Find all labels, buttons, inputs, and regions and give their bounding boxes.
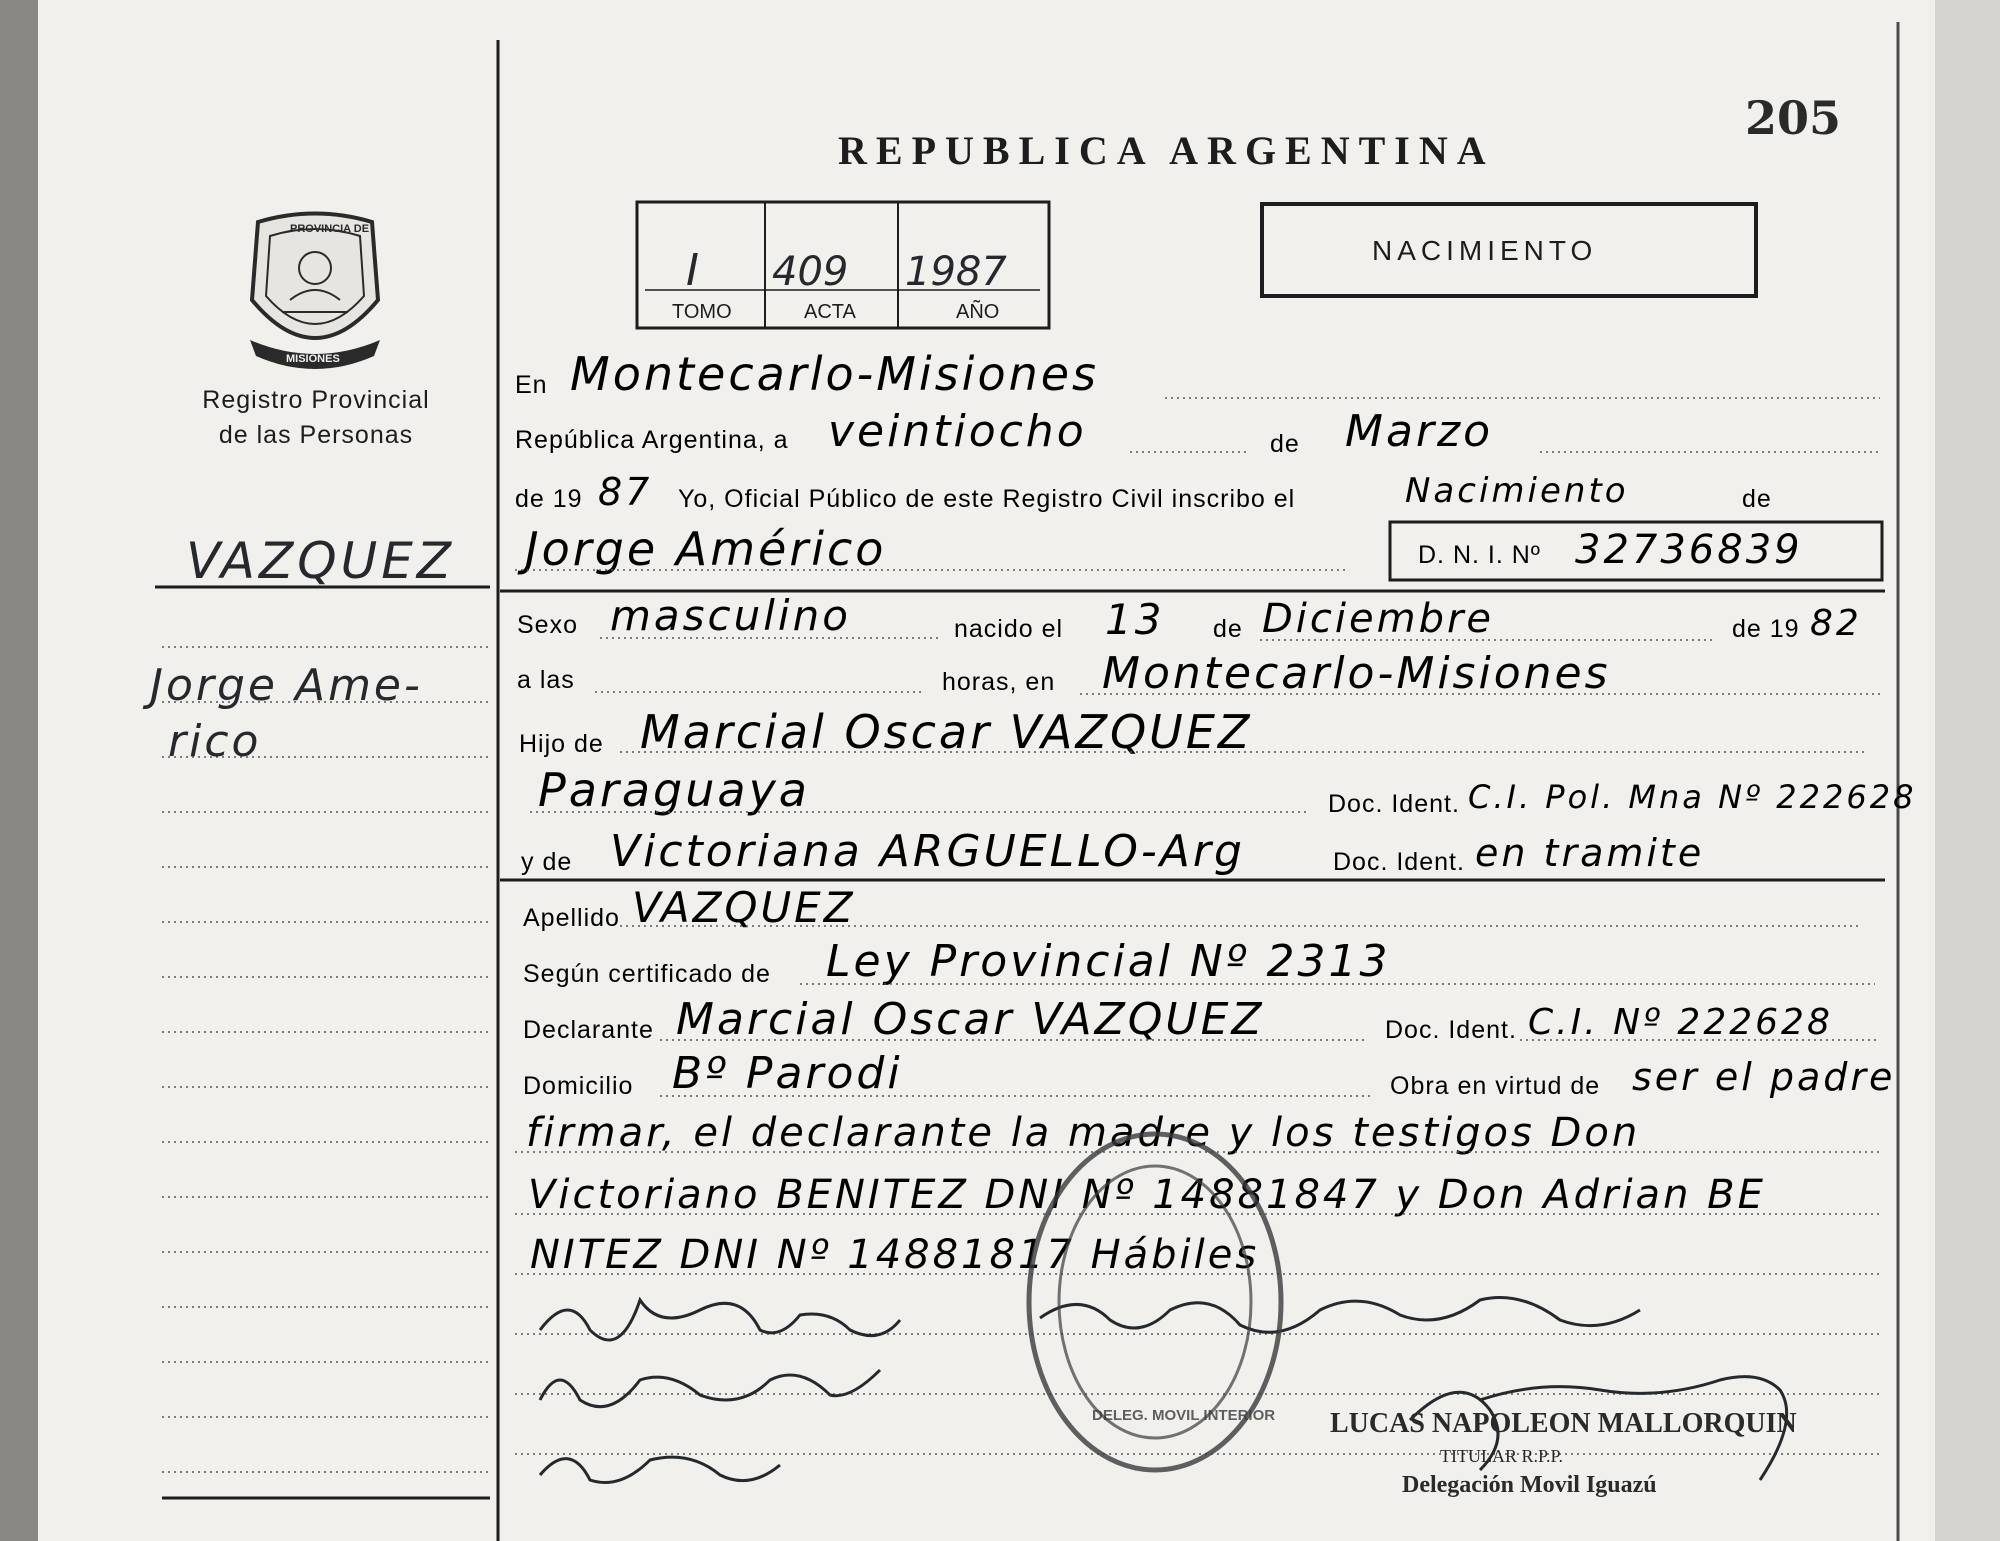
obra-label: Obra en virtud de	[1390, 1072, 1601, 1100]
acta-label: ACTA	[804, 301, 856, 323]
father-nationality: Paraguaya	[538, 763, 810, 817]
note-line-3: NITEZ DNI Nº 14881817 Hábiles	[530, 1232, 1260, 1278]
place: Montecarlo-Misiones	[570, 347, 1100, 401]
acta-value: 409	[772, 249, 849, 295]
year-suffix: 87	[598, 470, 653, 514]
a-las-label: a las	[517, 666, 575, 694]
birth-year-prefix: de 19	[1732, 615, 1800, 643]
dni-label: D. N. I. Nº	[1418, 541, 1541, 569]
seal-bottom-text: MISIONES	[286, 353, 340, 365]
birth-month: Diciembre	[1262, 596, 1495, 642]
page-number: 205	[1745, 91, 1842, 145]
page-title: REPUBLICA ARGENTINA	[838, 128, 1495, 173]
apellido: VAZQUEZ	[632, 883, 856, 932]
dni-value: 32736839	[1575, 527, 1803, 573]
apellido-label: Apellido	[523, 904, 620, 932]
republica-label: República Argentina, a	[515, 426, 789, 454]
mother-doc: en tramite	[1475, 831, 1705, 875]
birth-place: Montecarlo-Misiones	[1102, 648, 1611, 699]
month: Marzo	[1345, 406, 1494, 457]
next-page-edge	[1935, 0, 2000, 1541]
binding-shadow	[0, 0, 38, 1541]
declarante: Marcial Oscar VAZQUEZ	[676, 994, 1265, 1045]
certificado: Ley Provincial Nº 2313	[826, 936, 1391, 987]
tomo-value: I	[686, 245, 699, 296]
margin-surname: VAZQUEZ	[186, 532, 456, 590]
official-title: TITULAR R.P.P.	[1440, 1446, 1564, 1466]
official-name: LUCAS NAPOLEON MALLORQUIN	[1330, 1408, 1797, 1439]
horas-label: horas, en	[942, 668, 1056, 696]
day-words: veintiocho	[828, 406, 1087, 457]
doc-ident-label-3: Doc. Ident.	[1385, 1016, 1517, 1044]
margin-given-names-line2: rico	[168, 716, 262, 767]
note-line-2: Victoriano BENITEZ DNI Nº 14881847 y Don Adrian BE	[528, 1172, 1766, 1218]
en-label: En	[515, 371, 548, 399]
father: Marcial Oscar VAZQUEZ	[640, 705, 1253, 759]
mother: Victoriana ARGUELLO-Arg	[610, 826, 1245, 877]
domicilio: Bº Parodi	[672, 1048, 903, 1099]
sexo-label: Sexo	[517, 611, 578, 639]
doc-ident-label-2: Doc. Ident.	[1333, 848, 1465, 876]
de-label: de	[1270, 430, 1300, 458]
nacido-label: nacido el	[954, 615, 1064, 643]
birth-day: 13	[1105, 595, 1165, 644]
margin-given-names-line1: Jorge Ame-	[150, 660, 423, 711]
segun-label: Según certificado de	[523, 960, 771, 988]
note-line-1: firmar, el declarante la madre y los testigos Don	[526, 1110, 1641, 1156]
de-label-2: de	[1742, 485, 1772, 513]
registry-name-line1: Registro Provincial	[202, 386, 430, 414]
record-type: NACIMIENTO	[1372, 235, 1598, 266]
sexo: masculino	[610, 591, 851, 640]
registry-name-line2: de las Personas	[218, 421, 414, 449]
yo-text: Yo, Oficial Público de este Registro Civil inscribo el	[678, 485, 1296, 513]
ano-value: 1987	[905, 249, 1007, 295]
de-label-3: de	[1213, 615, 1243, 643]
tomo-label: TOMO	[672, 301, 732, 323]
doc-ident-label-1: Doc. Ident.	[1328, 790, 1460, 818]
official-office: Delegación Movil Iguazú	[1402, 1472, 1657, 1498]
person-name: Jorge Américo	[525, 522, 887, 576]
year-prefix: de 19	[515, 485, 583, 513]
declarante-doc: C.I. Nº 222628	[1528, 1002, 1833, 1043]
event: Nacimiento	[1405, 471, 1629, 511]
y-de-label: y de	[521, 848, 573, 876]
seal-top-text: PROVINCIA DE	[290, 223, 370, 235]
obra: ser el padre	[1632, 1055, 1896, 1099]
ano-label: AÑO	[956, 301, 1000, 323]
father-doc: C.I. Pol. Mna Nº 222628	[1468, 778, 1917, 816]
hijo-label: Hijo de	[519, 730, 604, 758]
declarante-label: Declarante	[523, 1016, 654, 1044]
domicilio-label: Domicilio	[523, 1072, 634, 1100]
stamp-text: DELEG. MOVIL INTERIOR	[1092, 1407, 1276, 1424]
birth-year-suffix: 82	[1810, 603, 1862, 644]
